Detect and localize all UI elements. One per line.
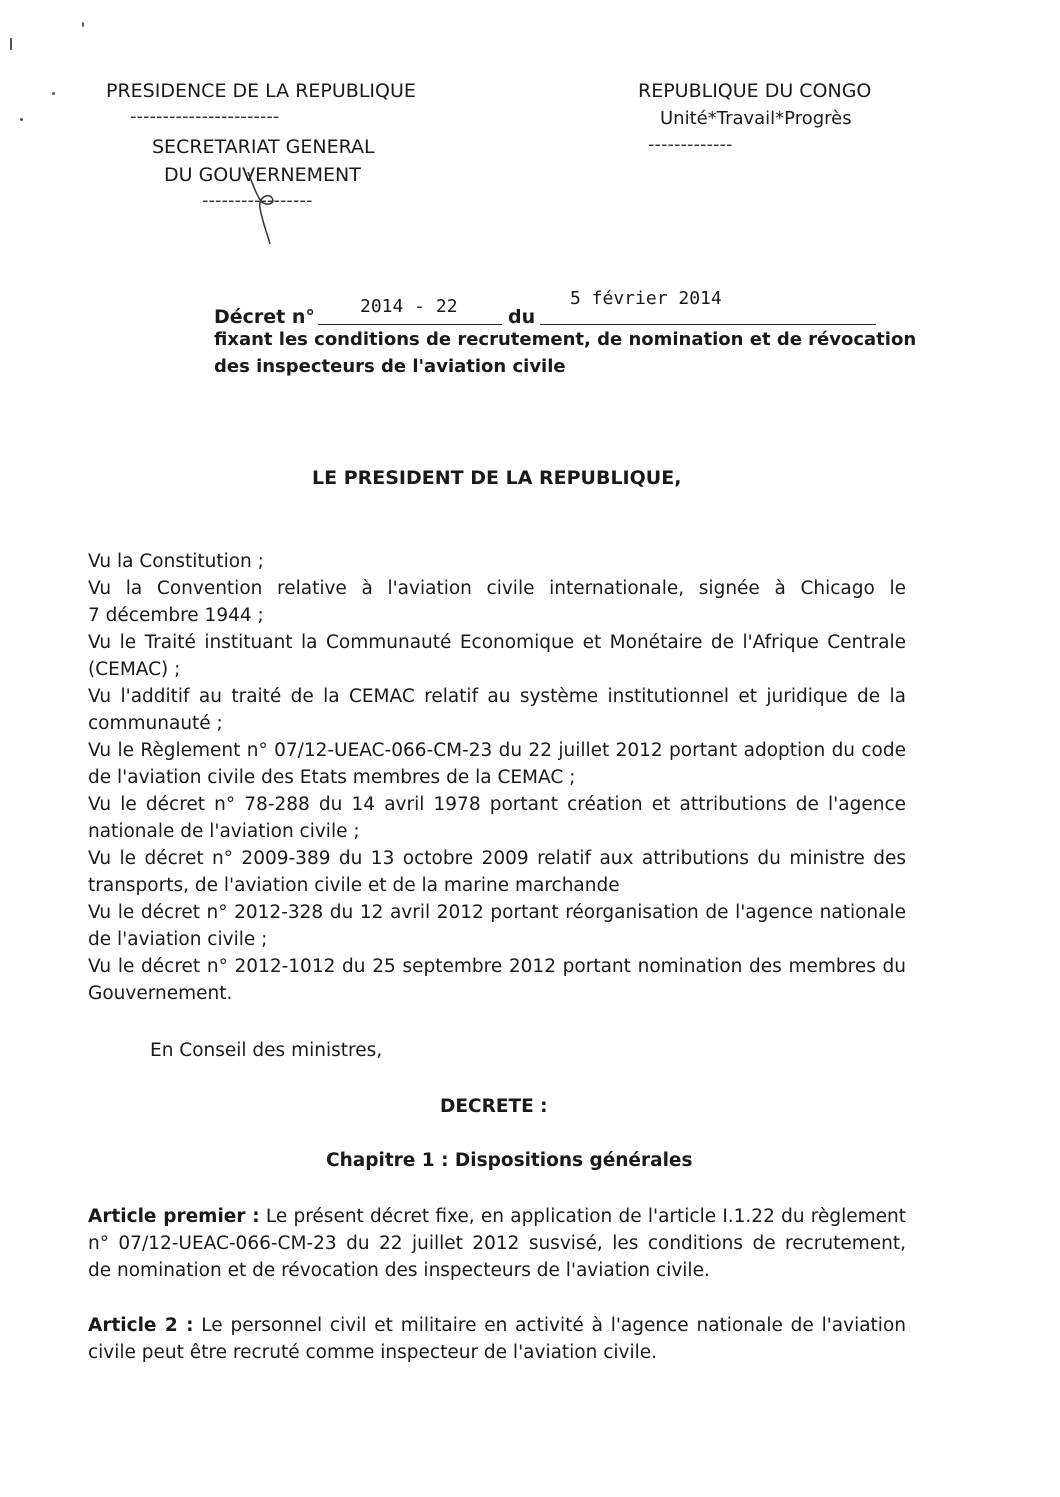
header-presidence: PRESIDENCE DE LA REPUBLIQUE xyxy=(106,80,416,102)
decree-subject-line: des inspecteurs de l'aviation civile xyxy=(214,356,566,377)
article-label: Article 2 : xyxy=(88,1315,194,1336)
visa-line: Gouvernement. xyxy=(88,983,233,1004)
chapter-heading: Chapitre 1 : Dispositions générales xyxy=(326,1150,693,1171)
visa-line: de l'aviation civile des Etats membres de la CEMAC ; xyxy=(88,767,576,788)
scan-speck xyxy=(20,118,23,121)
visa-line: (CEMAC) ; xyxy=(88,659,181,680)
header-secretariat: SECRETARIAT GENERAL xyxy=(152,136,375,158)
visa-line: nationale de l'aviation civile ; xyxy=(88,821,360,842)
visa-line: Vu le décret n° 2012-1012 du 25 septembre 2012 portant nomination des membres du xyxy=(88,956,906,977)
article-text: civile peut être recruté comme inspecteur de l'aviation civile. xyxy=(88,1342,658,1363)
visa-line: Vu la Constitution ; xyxy=(88,551,264,572)
visa-line: 7 décembre 1944 ; xyxy=(88,605,264,626)
scan-speck xyxy=(10,38,12,50)
header-gouvernement: DU GOUVERNEMENT xyxy=(164,164,361,186)
decree-du: du xyxy=(508,306,536,328)
visa-line: de l'aviation civile ; xyxy=(88,929,268,950)
decree-number: 2014 - 22 xyxy=(360,296,458,317)
header-separator: ------------- xyxy=(648,134,733,155)
visa-line: Vu le Règlement n° 07/12-UEAC-066-CM-23 du 22 juillet 2012 portant adoption du code xyxy=(88,740,906,761)
decree-label: Décret n° xyxy=(214,306,315,328)
scan-speck xyxy=(82,22,84,27)
decree-number-field xyxy=(318,296,502,325)
visa-line: Vu le Traité instituant la Communauté Economique et Monétaire de l'Afrique Centrale xyxy=(88,632,906,653)
handwritten-mark xyxy=(236,168,286,248)
decree-date-field xyxy=(540,288,876,325)
article-label: Article premier : xyxy=(88,1206,260,1227)
header-separator: ----------------------- xyxy=(130,106,280,127)
header-separator: ----------------- xyxy=(202,190,313,211)
article-text: de nomination et de révocation des inspecteurs de l'aviation civile. xyxy=(88,1260,710,1281)
article-text: Le personnel civil et militaire en activité à l'agence nationale de l'aviation xyxy=(201,1315,906,1336)
article-2-line1 xyxy=(88,1312,906,1339)
visa-line: Vu le décret n° 2009-389 du 13 octobre 2009 relatif aux attributions du ministre des xyxy=(88,848,906,869)
authority-heading: LE PRESIDENT DE LA REPUBLIQUE, xyxy=(312,467,682,489)
visa-line: communauté ; xyxy=(88,713,223,734)
header-republique: REPUBLIQUE DU CONGO xyxy=(638,80,872,102)
visa-line: Vu la Convention relative à l'aviation civile internationale, signée à Chicago le xyxy=(88,578,906,599)
visa-line: transports, de l'aviation civile et de la marine marchande xyxy=(88,875,620,896)
decree-subject-line: fixant les conditions de recrutement, de nomination et de révocation xyxy=(214,329,917,350)
article-text: n° 07/12-UEAC-066-CM-23 du 22 juillet 2012 susvisé, les conditions de recrutement, xyxy=(88,1233,906,1254)
decrete-heading: DECRETE : xyxy=(440,1096,548,1117)
article-text: Le présent décret fixe, en application de l'article I.1.22 du règlement xyxy=(265,1206,906,1227)
council-line: En Conseil des ministres, xyxy=(150,1040,383,1061)
visa-line: Vu le décret n° 78-288 du 14 avril 1978 portant création et attributions de l'agence xyxy=(88,794,906,815)
header-motto: Unité*Travail*Progrès xyxy=(660,108,852,129)
visa-line: Vu l'additif au traité de la CEMAC relatif au système institutionnel et juridique de la xyxy=(88,686,906,707)
article-premier-line1 xyxy=(88,1203,906,1230)
visa-line: Vu le décret n° 2012-328 du 12 avril 2012 portant réorganisation de l'agence nationale xyxy=(88,902,906,923)
scan-speck xyxy=(52,92,55,95)
decree-date: 5 février 2014 xyxy=(570,288,722,309)
